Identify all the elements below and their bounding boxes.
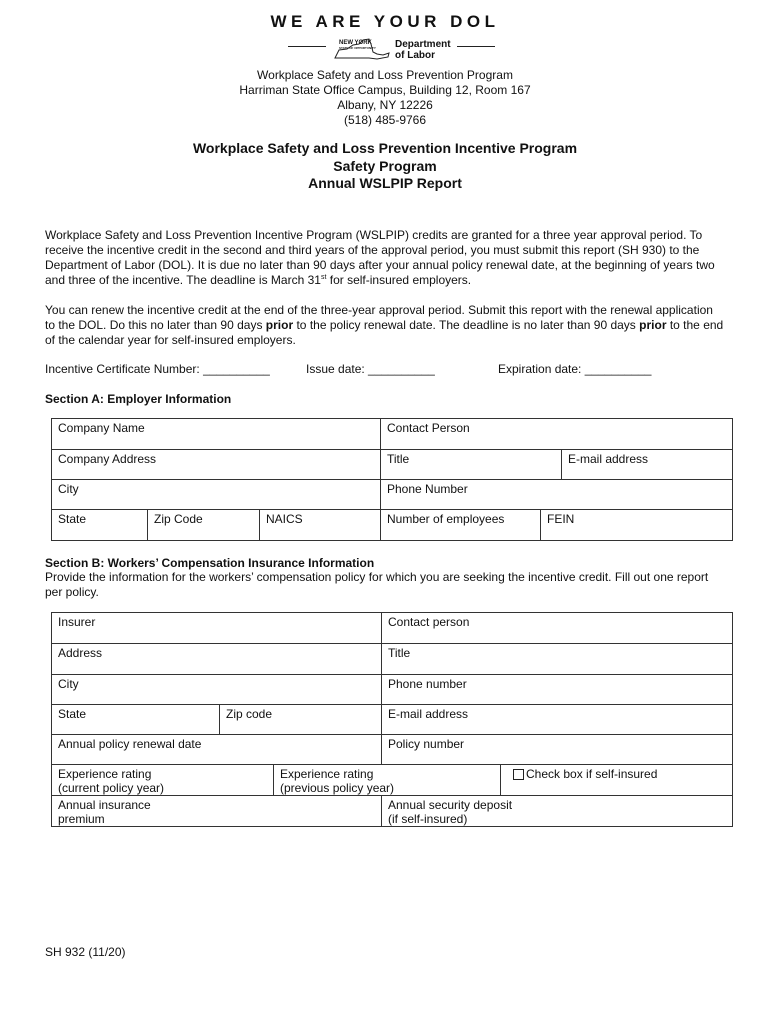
- table-row: [52, 674, 732, 705]
- premium-label-2: premium: [58, 812, 105, 826]
- intro-p2-text-c: to the end of the calendar year for self-insured employers.: [45, 318, 724, 347]
- premium-label-1: Annual insurance: [58, 798, 151, 812]
- insurer-field[interactable]: Insurer: [58, 615, 96, 629]
- table-row: [52, 509, 732, 541]
- exp-current-label-1: Experience rating: [58, 767, 152, 781]
- contact-person-field[interactable]: Contact Person: [380, 419, 732, 449]
- logo-state-name: NEW YORK: [339, 40, 372, 46]
- email-field[interactable]: E-mail address: [561, 450, 732, 480]
- intro-p2-text-a: You can renew the incentive credit at the end of the three-year approval period. Submit this report with the renewal application to the DOL. Do this no later than 90 days: [45, 303, 713, 332]
- title-field[interactable]: Title: [380, 450, 561, 480]
- phone-number: (518) 485-9766: [343, 113, 427, 127]
- title-line-1: Workplace Safety and Loss Prevention Incentive Program: [192, 140, 578, 156]
- intro-p2-bold-2: prior: [639, 318, 667, 332]
- table-row: [52, 449, 732, 480]
- security-deposit-field[interactable]: [381, 796, 732, 827]
- logo-dept-line2: of Labor: [395, 50, 435, 61]
- annual-premium-field[interactable]: [52, 796, 381, 827]
- employer-info-table: [51, 418, 733, 541]
- table-row: [52, 643, 732, 675]
- table-row: [52, 764, 732, 796]
- section-a-heading: Section A: Employer Information: [45, 392, 232, 406]
- company-address-field[interactable]: Company Address: [58, 452, 157, 466]
- table-row: [52, 734, 732, 765]
- self-insured-checkbox[interactable]: [513, 769, 524, 780]
- issue-date-field[interactable]: Issue date: __________: [306, 362, 435, 376]
- self-insured-label: Check box if self-insured: [526, 767, 658, 781]
- insurer-phone-field[interactable]: Phone number: [381, 675, 732, 705]
- experience-rating-previous-field[interactable]: [273, 765, 500, 796]
- program-name: Workplace Safety and Loss Prevention Program: [257, 68, 513, 82]
- self-insured-cell: [500, 765, 732, 796]
- insurer-city-field[interactable]: City: [58, 677, 79, 691]
- intro-paragraph-1: [45, 228, 725, 288]
- table-row: [52, 613, 732, 643]
- intro-p1-text-b: for self-insured employers.: [326, 273, 472, 287]
- policy-number-field[interactable]: Policy number: [381, 735, 732, 765]
- expiration-date-field[interactable]: Expiration date: __________: [498, 362, 652, 376]
- section-b-description: Provide the information for the workers’ compensation policy for which you are seeking the incentive credit. Fill out one report per policy.: [45, 570, 709, 599]
- insurer-contact-person-field[interactable]: Contact person: [381, 613, 732, 643]
- number-of-employees-field[interactable]: Number of employees: [380, 510, 540, 541]
- insurer-title-field[interactable]: Title: [381, 644, 732, 675]
- insurance-info-table: [51, 612, 733, 827]
- intro-p2-bold-1: prior: [265, 318, 294, 332]
- certificate-number-field[interactable]: Incentive Certificate Number: __________: [45, 362, 270, 376]
- zip-code-field[interactable]: Zip Code: [147, 510, 259, 541]
- renewal-date-field[interactable]: Annual policy renewal date: [58, 737, 202, 751]
- insurer-email-field[interactable]: E-mail address: [381, 705, 732, 735]
- insurer-state-field[interactable]: State: [58, 707, 87, 721]
- city-zip: Albany, NY 12226: [337, 98, 433, 112]
- phone-number-field[interactable]: Phone Number: [380, 480, 732, 510]
- state-field[interactable]: State: [58, 512, 87, 526]
- naics-field[interactable]: NAICS: [259, 510, 380, 541]
- logo-divider-left: [288, 46, 326, 47]
- insurer-zip-field[interactable]: Zip code: [219, 705, 381, 735]
- table-row: [52, 419, 732, 449]
- exp-previous-label-2: (previous policy year): [280, 781, 395, 795]
- document-title: [0, 140, 770, 193]
- table-row: [52, 704, 732, 735]
- fein-field[interactable]: FEIN: [540, 510, 732, 541]
- experience-rating-current-field[interactable]: [52, 765, 273, 796]
- logo-state-sub: STATE OF OPPORTUNITY: [339, 46, 376, 50]
- intro-p1-sup: st: [320, 274, 327, 281]
- logo-state-text: [339, 40, 379, 50]
- intro-p2-text-b: to the policy renewal date. The deadline is no later than 90 days: [293, 318, 640, 332]
- table-row: [52, 795, 732, 827]
- certificate-info-row: [45, 362, 725, 378]
- campus-address: Harriman State Office Campus, Building 12, Room 167: [239, 83, 531, 97]
- company-name-field[interactable]: Company Name: [58, 421, 145, 435]
- logo-divider-right: [457, 46, 495, 47]
- intro-p1-text-a: Workplace Safety and Loss Prevention Incentive Program (WSLPIP) credits are granted for a three year approval period. To receive the incentive credit in the second and third years of the approval period, you must submit this report (SH 930) to the Department of Labor (DOL). It is due no later than 90 days after your annual policy renewal date, at the beginning of years two and three of the incentive. The deadline is March 31: [45, 228, 715, 287]
- security-label-2: (if self-insured): [388, 812, 468, 826]
- exp-previous-label-1: Experience rating: [280, 767, 374, 781]
- section-b-heading: Section B: Workers’ Compensation Insurance Information: [45, 556, 375, 570]
- security-label-1: Annual security deposit: [388, 798, 513, 812]
- exp-current-label-2: (current policy year): [58, 781, 165, 795]
- city-field[interactable]: City: [58, 482, 79, 496]
- title-line-3: Annual WSLPIP Report: [308, 175, 462, 191]
- nys-dol-logo: [0, 38, 770, 62]
- form-id-footer: SH 932 (11/20): [45, 945, 126, 959]
- title-line-2: Safety Program: [333, 157, 437, 174]
- table-row: [52, 479, 732, 510]
- logo-department: [395, 39, 451, 61]
- insurer-address-field[interactable]: Address: [58, 646, 103, 660]
- program-address: [0, 68, 770, 128]
- logo-dept-line1: Department: [395, 39, 451, 50]
- header-tagline: WE ARE YOUR DOL: [270, 12, 500, 31]
- intro-paragraph-2: [45, 303, 725, 348]
